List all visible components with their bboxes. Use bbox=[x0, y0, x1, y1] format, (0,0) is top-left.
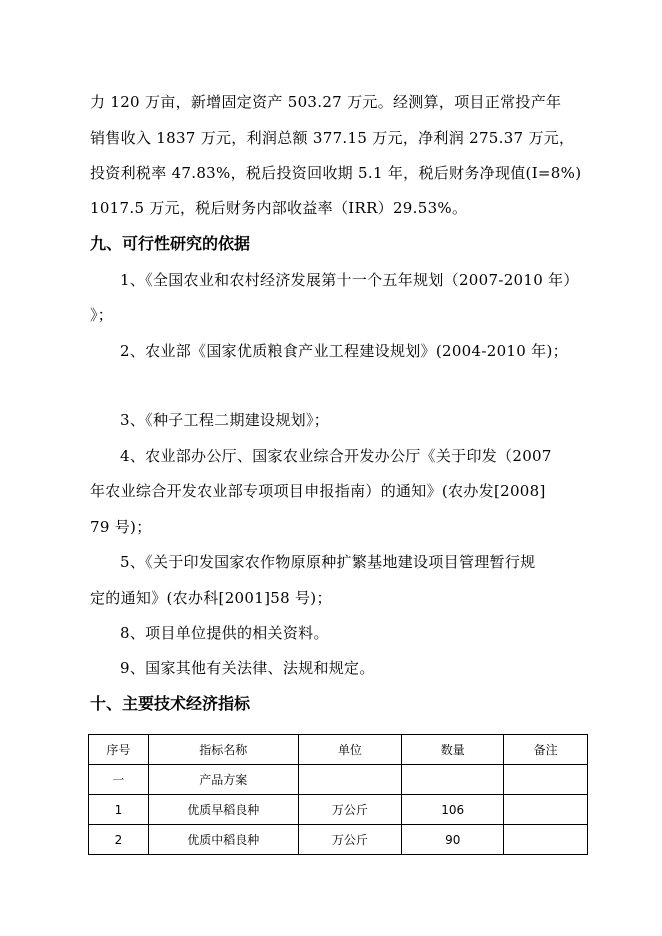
basis-item-4-line-3: 79 号)； bbox=[90, 518, 152, 536]
table-cell: 万公斤 bbox=[298, 795, 402, 825]
table-row bbox=[89, 765, 588, 795]
table-cell: 1 bbox=[89, 795, 149, 825]
basis-item-2: 2、农业部《国家优质粮食产业工程建设规划》(2004-2010 年)； bbox=[120, 342, 568, 360]
header-cell: 序号 bbox=[89, 735, 149, 765]
table-cell: 优质中稻良种 bbox=[148, 825, 298, 855]
header-cell: 备注 bbox=[504, 735, 588, 765]
paragraph-line: 1017.5 万元，税后财务内部收益率（IRR）29.53%。 bbox=[90, 199, 468, 217]
indicator-table bbox=[88, 734, 588, 855]
basis-item-9: 9、国家其他有关法律、法规和规定。 bbox=[120, 659, 375, 677]
table-row bbox=[89, 825, 588, 855]
section-heading: 十、主要技术经济指标 bbox=[90, 694, 251, 713]
table-cell: 一 bbox=[89, 765, 149, 795]
table-cell: 优质早稻良种 bbox=[148, 795, 298, 825]
table-cell: 106 bbox=[402, 795, 504, 825]
basis-item-3: 3、《种子工程二期建设规划》； bbox=[120, 411, 330, 429]
table-header-row bbox=[89, 735, 588, 765]
table-cell bbox=[504, 825, 588, 855]
basis-item-8: 8、项目单位提供的相关资料。 bbox=[120, 624, 329, 642]
basis-item-5-line-1: 5、《关于印发国家农作物原原种扩繁基地建设项目管理暂行规 bbox=[120, 553, 536, 571]
basis-item-1-line-2: 》； bbox=[90, 306, 114, 324]
table-cell bbox=[504, 795, 588, 825]
table-cell: 2 bbox=[89, 825, 149, 855]
table-row bbox=[89, 795, 588, 825]
basis-item-4-line-2: 年农业综合开发农业部专项项目申报指南）的通知》(农办发[2008] bbox=[90, 482, 546, 500]
table-cell: 万公斤 bbox=[298, 825, 402, 855]
header-cell: 单位 bbox=[298, 735, 402, 765]
basis-item-1-line-1: 1、《全国农业和农村经济发展第十一个五年规划（2007-2010 年） bbox=[120, 271, 579, 289]
paragraph-line: 销售收入 1837 万元，利润总额 377.15 万元，净利润 275.37 万元， bbox=[90, 129, 575, 147]
table-cell: 产品方案 bbox=[148, 765, 298, 795]
paragraph-line: 投资利税率 47.83%，税后投资回收期 5.1 年，税后财务净现值(I=8%) bbox=[90, 164, 582, 182]
table-cell bbox=[298, 765, 402, 795]
paragraph-line: 力 120 万亩，新增固定资产 503.27 万元。经测算，项目正常投产年 bbox=[90, 93, 562, 111]
table-cell: 90 bbox=[402, 825, 504, 855]
basis-item-5-line-2: 定的通知》(农办科[2001]58 号)； bbox=[90, 589, 332, 607]
table-cell bbox=[504, 765, 588, 795]
table-cell bbox=[402, 765, 504, 795]
header-cell: 数量 bbox=[402, 735, 504, 765]
header-cell: 指标名称 bbox=[148, 735, 298, 765]
basis-item-4-line-1: 4、农业部办公厅、国家农业综合开发办公厅《关于印发（2007 bbox=[120, 447, 552, 465]
section-heading: 九、可行性研究的依据 bbox=[90, 234, 251, 253]
